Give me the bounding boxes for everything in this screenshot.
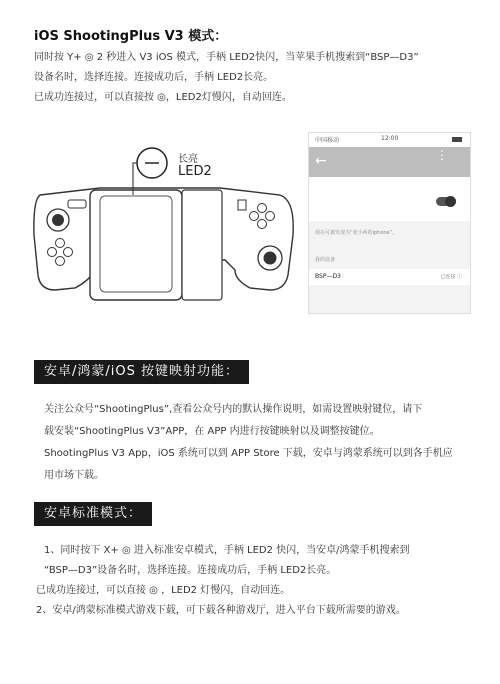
phone-slot	[90, 190, 182, 300]
mapping-paragraph-line: 载安装“ShootingPlus V3”APP，在 APP 内进行按键映射以及调整按键位。	[44, 426, 380, 437]
discoverable-hint: 现在可被发现为“张小两的iphone”。	[315, 230, 398, 236]
ios-instruction-line: 同时按 Y+ ◎ 2 秒进入 V3 iOS 模式，手柄 LED2快闪，当苹果手机搜索到“BSP—D3”	[34, 52, 419, 63]
phone-nav-bar	[309, 147, 470, 177]
android-instruction-line: 1、同时按下 X+ ◎ 进入标准安卓模式，手柄 LED2 快闪，当安卓/鸿蒙手机搜索到	[44, 545, 410, 556]
android-section-title: 安卓标准模式：	[34, 502, 152, 526]
carrier-label: 中国移动	[315, 137, 340, 144]
device-name: BSP—D3	[315, 273, 341, 280]
back-arrow-icon[interactable]: ←	[315, 153, 327, 169]
my-devices-header: 我的设备	[315, 257, 336, 263]
mapping-paragraph-line: ShootingPlus V3 App，iOS 系统可以到 APP Store 下载，安卓与鸿蒙系统可以到各手机应	[44, 448, 453, 459]
device-status: 已连接 ⓘ	[440, 274, 462, 280]
device-row[interactable]	[309, 269, 470, 285]
bluetooth-toggle-row	[309, 177, 470, 221]
ios-instruction-line: 设备名时，选择连接。连接成功后，手柄 LED2长亮。	[34, 72, 274, 83]
ios-instruction-line: 已成功连接过，可以直接按 ◎，LED2灯慢闪，自动回连。	[34, 92, 292, 103]
mapping-section-title: 安卓/鸿蒙/iOS 按键映射功能：	[34, 360, 249, 384]
battery-icon	[452, 137, 462, 142]
android-instruction-line: 已成功连接过，可以直接 ◎ ，LED2 灯慢闪，自动回连。	[36, 585, 291, 596]
mapping-paragraph-line: 关注公众号“ShootingPlus”,查看公众号内的默认操作说明，如需设置映射键位，请下	[44, 404, 423, 415]
led-name-label: LED2	[178, 164, 212, 179]
android-instruction-line: “BSP—D3”设备名时，选择连接。连接成功后，手柄 LED2长亮。	[44, 565, 337, 576]
phone-bluetooth-screen	[308, 132, 471, 314]
mapping-paragraph-line: 用市场下载。	[44, 470, 104, 481]
bluetooth-toggle[interactable]	[436, 197, 456, 206]
ios-mode-title: iOS ShootingPlus V3 模式：	[34, 29, 228, 44]
led-state-label: 长亮	[178, 154, 198, 165]
phone-status-bar	[309, 133, 470, 147]
controller-illustration	[30, 140, 300, 305]
more-menu-icon[interactable]: ⋮	[436, 148, 448, 162]
clock-label: 12:00	[381, 135, 399, 142]
android-instruction-line: 2、安卓/鸿蒙标准模式游戏下载，可下载各种游戏厅，进入平台下载所需要的游戏。	[36, 605, 406, 616]
